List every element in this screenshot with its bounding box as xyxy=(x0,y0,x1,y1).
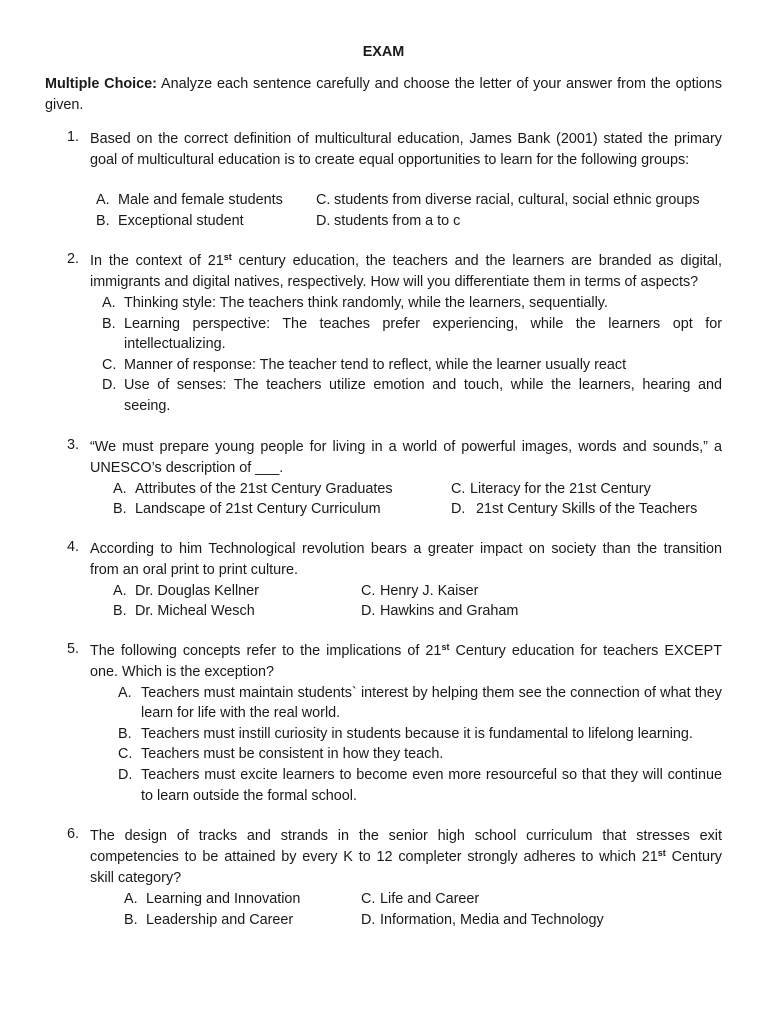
option-text: Landscape of 21st Century Curriculum xyxy=(135,501,381,518)
option-text: Henry J. Kaiser xyxy=(380,582,479,599)
question-3 xyxy=(45,437,722,520)
question-text-part: century education, the teachers and the learners are branded as digital, immigrants and digital natives, respectively. How will you differentiate them in terms of aspects? xyxy=(90,253,723,290)
option-text: Dr. Douglas Kellner xyxy=(135,582,259,599)
option-letter: C. xyxy=(102,356,117,373)
option-text: Hawkins and Graham xyxy=(380,603,519,620)
option-letter: B. xyxy=(113,501,127,518)
option-text: students from a to c xyxy=(334,212,461,229)
option-letter: B. xyxy=(124,911,138,928)
superscript: st xyxy=(441,641,450,652)
question-text: Based on the correct definition of multicultural education, James Bank (2001) stated the primary goal of multicultural education is to create equal opportunities to learn for the following groups: xyxy=(90,131,722,168)
question-5 xyxy=(45,641,722,807)
question-number: 1. xyxy=(67,129,80,145)
instructions-label: Multiple Choice: xyxy=(45,76,157,92)
options-grid xyxy=(90,581,722,622)
superscript: st xyxy=(657,848,666,859)
exam-title: EXAM xyxy=(362,44,405,60)
question-text-part: Century education for teachers EXCEPT one. Which is the exception? xyxy=(90,642,722,680)
question-text xyxy=(90,251,722,293)
option-letter: B. xyxy=(96,212,110,229)
options-grid xyxy=(90,190,722,231)
question-text-part: Century skill category? xyxy=(90,849,722,887)
question-text xyxy=(90,826,722,889)
option-text: Life and Career xyxy=(380,891,480,908)
option xyxy=(90,765,722,806)
option-letter: C. xyxy=(118,746,133,763)
options-grid xyxy=(90,889,722,930)
option-letter: C. xyxy=(361,891,376,908)
option-text: students from diverse racial, cultural, social ethnic groups xyxy=(334,192,700,208)
option-text: Teachers must maintain students` interest by helping them see the connection of what they learn for life with the real world. xyxy=(141,684,722,722)
option-text: Male and female students xyxy=(118,192,283,208)
option-letter: C. xyxy=(451,480,466,497)
question-2 xyxy=(45,251,722,417)
option-text: Leadership and Career xyxy=(146,911,294,928)
option-text: Teachers must be consistent in how they teach. xyxy=(141,746,444,763)
option-letter: A. xyxy=(118,684,132,701)
option-letter: C. xyxy=(361,582,376,599)
question-text: “We must prepare young people for living in a world of powerful images, words and sounds,” a UNESCO’s description of ___. xyxy=(90,438,722,476)
question-text: According to him Technological revolution bears a greater impact on society than the transition from an oral print to print culture. xyxy=(90,540,722,578)
option-text: Manner of response: The teacher tend to reflect, while the learner usually react xyxy=(124,356,627,373)
option-letter: D. xyxy=(118,766,133,783)
options-grid xyxy=(90,479,722,520)
option-letter: D. xyxy=(361,603,376,620)
question-text-part: The following concepts refer to the implications of 21 xyxy=(90,642,442,659)
option xyxy=(90,314,722,355)
option-text: Learning perspective: The teaches prefer experiencing, while the learners opt for intellectualizing. xyxy=(124,315,722,353)
question-number: 4. xyxy=(67,538,80,555)
question-number: 2. xyxy=(67,251,80,267)
option-letter: A. xyxy=(124,891,138,908)
question-1 xyxy=(45,129,722,231)
option-text: Teachers must instill curiosity in students because it is fundamental to lifelong learning. xyxy=(141,725,693,742)
question-number: 3. xyxy=(67,436,80,453)
superscript: st xyxy=(223,252,232,262)
option-text: Attributes of the 21st Century Graduates xyxy=(135,480,393,497)
option-letter: D. xyxy=(451,501,466,518)
option xyxy=(90,744,722,765)
option-text: 21st Century Skills of the Teachers xyxy=(476,501,698,518)
option-letter: B. xyxy=(102,315,116,332)
option-letter: A. xyxy=(96,192,110,208)
exam-page xyxy=(45,44,722,930)
option-text: Literacy for the 21st Century xyxy=(470,480,651,497)
question-text-part: In the context of 21 xyxy=(90,253,224,269)
question-number: 6. xyxy=(67,826,80,843)
question-text-part: The design of tracks and strands in the senior high school curriculum that stresses exit competencies to be attained by every K to 12 completer strongly adheres to which 21 xyxy=(90,828,722,866)
question-number: 5. xyxy=(67,640,80,657)
option xyxy=(90,355,722,376)
option-letter: D. xyxy=(102,377,117,394)
option-letter: B. xyxy=(118,725,132,742)
option-letter: B. xyxy=(113,603,127,620)
instructions-text: Analyze each sentence carefully and choose the letter of your answer from the options given. xyxy=(45,76,722,113)
option-text: Teachers must excite learners to become even more resourceful so that they will continue to learn outside the formal school. xyxy=(141,766,722,804)
option-letter: C. xyxy=(316,192,331,208)
option-text: Thinking style: The teachers think randomly, while the learners, sequentially. xyxy=(124,295,608,311)
instructions xyxy=(45,74,722,116)
option-letter: A. xyxy=(113,480,127,497)
question-text xyxy=(90,641,722,683)
option-text: Learning and Innovation xyxy=(146,891,301,908)
option-letter: A. xyxy=(102,295,116,311)
option-text: Information, Media and Technology xyxy=(380,911,604,928)
option xyxy=(90,683,722,724)
option-text: Dr. Micheal Wesch xyxy=(135,603,255,620)
option-letter: A. xyxy=(113,582,127,599)
option xyxy=(90,375,722,416)
option-letter: D. xyxy=(361,911,376,928)
option-letter: D. xyxy=(316,212,331,229)
option xyxy=(90,724,722,745)
option-text: Use of senses: The teachers utilize emotion and touch, while the learners, hearing and seeing. xyxy=(124,377,722,414)
option xyxy=(90,293,722,314)
question-6 xyxy=(45,826,722,930)
question-4 xyxy=(45,539,722,622)
option-text: Exceptional student xyxy=(118,212,244,229)
